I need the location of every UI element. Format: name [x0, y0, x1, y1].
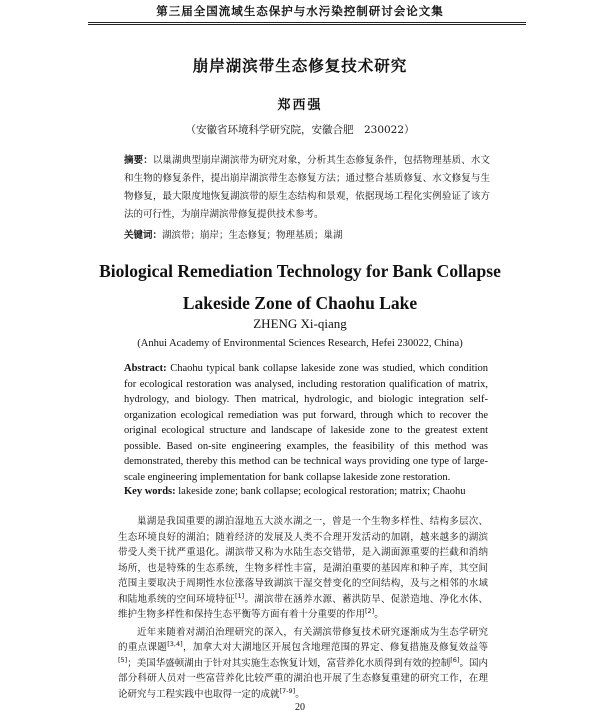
english-author: ZHENG Xi-qiang	[253, 316, 347, 331]
body-p2-text-d: 。国内部分科研人员对一些富营养化比较严重的湖泊也开展了生态修复重建的研究工作，在理论研究与工程实践中也取得一定的成就	[118, 657, 488, 700]
english-keywords-label: Key words:	[124, 486, 176, 497]
chinese-keywords-text: 湖滨带；崩岸；生态修复；物理基质；巢湖	[162, 230, 343, 241]
english-keywords	[124, 484, 488, 499]
chinese-title: 崩岸湖滨带生态修复技术研究	[192, 57, 408, 75]
body-p2-text-c: ；美国华盛顿湖由于针对其实施生态恢复计划，富营养化水质得到有效的控制	[127, 657, 451, 669]
english-affiliation: (Anhui Academy of Environmental Sciences Research, Hefei 230022, China)	[137, 338, 463, 349]
chinese-abstract-label: 摘要：	[124, 155, 153, 166]
chinese-affiliation: （安徽省环境科学研究院，安徽合肥 230022）	[185, 124, 415, 136]
english-title-line-2: Lakeside Zone of Chaohu Lake	[182, 293, 418, 313]
running-header: 第三届全国流域生态保护与水污染控制研讨会论文集	[156, 4, 444, 18]
english-abstract-label: Abstract:	[124, 363, 167, 374]
chinese-keywords	[124, 229, 490, 243]
chinese-abstract-text: 以巢湖典型崩岸湖滨带为研究对象，分析其生态修复条件，包括物理基质、水文和生物的修复条件，提出崩岸湖滨带生态修复方法；通过整合基质修复、水文修复与生物修复，最大限度地恢复湖滨带的原生态结构和景观，依据现场工程化实例验证了该方法的可行性，为崩岸湖滨带修复提供技术参考。	[124, 155, 490, 220]
chinese-abstract	[124, 152, 490, 224]
english-abstract-text: Chaohu typical bank collapse lakeside zone was studied, which condition for ecological restoration was analysed, including restoration qualification of matrix, hydrology, and biology. Then matrical, hydrologic, and biologic integration self-organization ecological remediation was put forward, through which to recover the original ecological structure and landscape of lakeside zone to the greatest extent possible. Based on-site engineering examples, the feasibility of this method was demonstrated, thereby this method can be technical ways providing one type of large-scale engineering implementation for bank collapse lakeside zone restoration.	[124, 363, 488, 483]
header-rule-double	[88, 24, 526, 25]
english-title-line-1: Biological Remediation Technology for Bank Collapse	[99, 261, 501, 281]
chinese-author: 郑西强	[277, 98, 323, 113]
body-p2-text-a: 近年来随着对湖泊治理研究的深入，有关湖滨带修复技术研究逐渐成为生态学研究的重点课题	[118, 626, 488, 653]
body-paragraph-1	[118, 514, 488, 623]
citation-1: [1]	[235, 591, 245, 600]
citation-5: [5]	[118, 655, 128, 664]
english-abstract	[124, 361, 488, 485]
body-p1-text-b: 。湖滨带在涵养水源、蓄洪防旱、促淤造地、净化水体、维护生物多样性和保持生态平衡等方面有着十分重要的作用	[118, 593, 488, 620]
body-p2-text-b: ，加拿大对大湖地区开展包含地理范围的界定、修复措施及修复效益等	[182, 642, 488, 653]
header-rule	[88, 22, 526, 23]
citation-2: [2]	[365, 606, 375, 615]
body-p1-text-a: 巢湖是我国重要的湖泊湿地五大淡水湖之一，曾是一个生物多样性、结构多层次、生态环境良好的湖泊；随着经济的发展及人类不合理开发活动的加剧，越来越多的湖滨带受人类干扰严重退化。湖滨带又称为水陆生态交错带，是入湖面源重要的拦截和消纳场所，也是特殊的生态系统，生物多样性丰富，是湖泊重要的基因库和种子库，其空间范围主要取决于周期性水位涨落导致湖滨干湿交替变化的空间结构，及与之相邻的水域和陆地系统的空间环境特征	[118, 516, 488, 605]
body-p1-text-c: 。	[374, 609, 384, 620]
page-number: 20	[295, 702, 305, 713]
english-title	[0, 255, 600, 319]
body-text	[118, 514, 488, 704]
citation-6: [6]	[450, 655, 460, 664]
body-paragraph-2	[118, 625, 488, 703]
citation-3-4: [3,4]	[167, 639, 183, 648]
body-p2-text-e: 。	[295, 688, 305, 700]
chinese-keywords-label: 关键词：	[124, 230, 163, 241]
citation-7-9: [7-9]	[279, 686, 296, 695]
english-keywords-text: lakeside zone; bank collapse; ecological restoration; matrix; Chaohu	[178, 486, 466, 497]
